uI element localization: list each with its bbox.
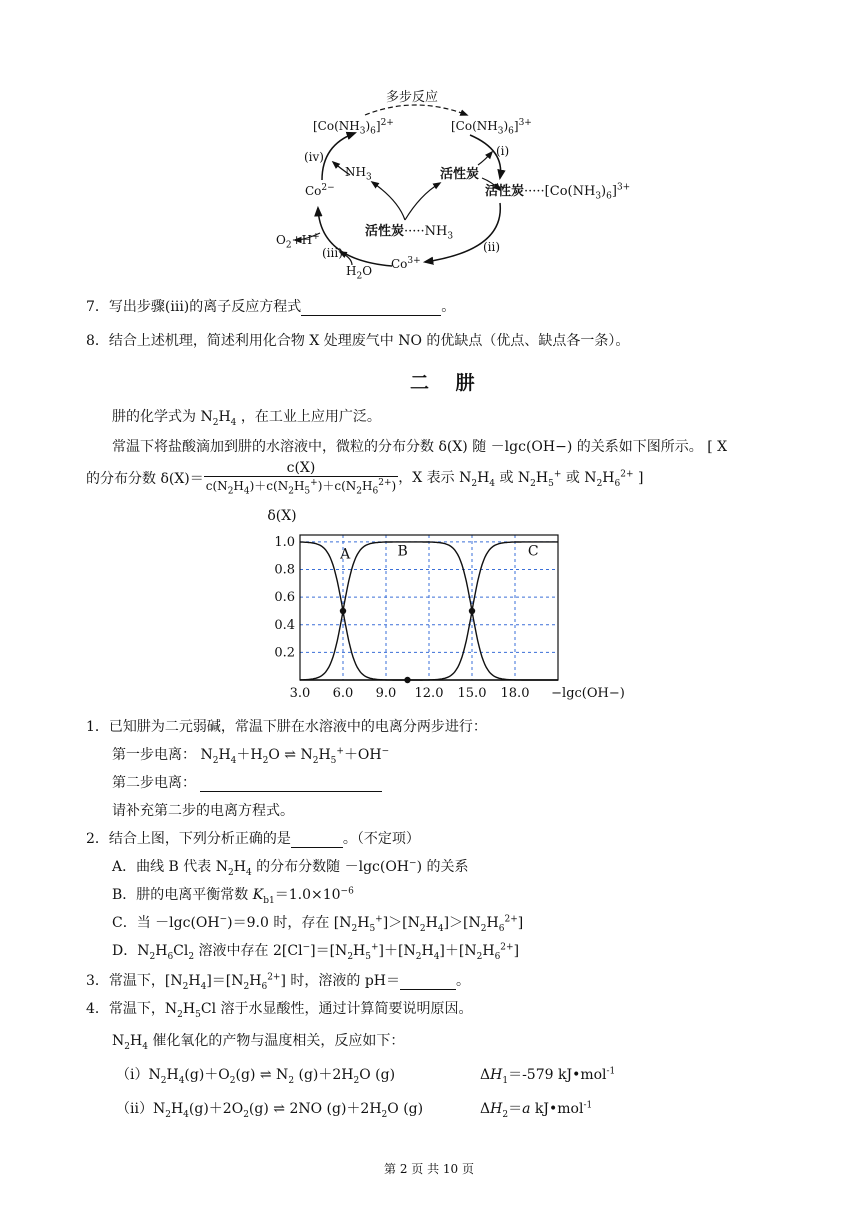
- question-7: 7．写出步骤(iii)的离子反应方程式 。: [86, 299, 456, 315]
- question-1: 1．已知肼为二元弱碱，常温下肼在水溶液中的电离分两步进行：: [86, 719, 487, 735]
- intro-line-1: 肼的化学式为 $N_2H_4$ ，在工业上应用广泛。: [112, 409, 381, 428]
- answer-blank-1[interactable]: [200, 775, 382, 792]
- curve-b: [300, 542, 558, 680]
- o2h-label: $O_2+H^+$: [276, 232, 320, 251]
- option-a[interactable]: A．曲线 B 代表 $N_2H_4$ 的分布分数随 －lgc(OH−) 的关系: [112, 858, 469, 878]
- step-iv-label: (iv): [304, 150, 324, 164]
- fraction-numerator: c(X): [204, 460, 398, 477]
- marked-point: [469, 608, 475, 614]
- y-tick-label: 0.4: [274, 617, 295, 633]
- question-3: 3．常温下，$[N_2H_4]=[N_2H_6^{2+}]$ 时，溶液的 pH＝ 。: [86, 972, 471, 992]
- reaction-1: $(i)N_2H_4(g)+O_2(g)$ ⇌ $N_2$ $(g)+2H_2O$ (g): [116, 1067, 396, 1086]
- co3-label: $Co^{3+}$: [391, 256, 421, 271]
- x-tick-label: 3.0: [289, 686, 311, 701]
- question-1-step2: 第二步电离：: [112, 772, 382, 792]
- y-axis-label: δ(X): [267, 508, 297, 524]
- intro-line-3: 的分布分数 δ(X)＝ $\frac{c(X)}{c(N_2H_4)+c(N_2H_5^+)+c(N_2H_6^{2+})}$ ，X 表示 $N_2H_4$ 或 $N_2H_5^+$ 或 $N_2H_6^{2+}$ ]: [86, 460, 644, 497]
- section-title: 二 肼: [410, 372, 485, 394]
- co-nh3-2-label: $[Co(NH_3)_6]^{2+}$: [313, 118, 394, 137]
- question-4: 4．常温下，$N_2H_5Cl$ 溶于水显酸性，通过计算简要说明原因。: [86, 1001, 473, 1020]
- answer-blank-2[interactable]: [291, 831, 343, 848]
- carbon-nh3-label: 活性炭$\cdot\cdot\cdot\cdot\cdot NH_3$: [365, 224, 454, 242]
- option-c[interactable]: C．当 －lgc(OH−)＝9.0 时，存在 $[N_2H_5^+]>[N_2H_4]>[N_2H_6^{2+}]$: [112, 914, 524, 934]
- option-b[interactable]: B．肼的电离平衡常数 $K_{b1}=1.0\times 10^{-6}$: [112, 886, 354, 906]
- x-tick-label: 15.0: [457, 686, 487, 701]
- option-d[interactable]: D．$N_2H_6Cl_2$ 溶液中存在 $2[Cl^-]=[N_2H_5^+]+[N_2H_4]+[N_2H_6^{2+}]$: [112, 942, 520, 962]
- h2o-label: $H_2O$: [346, 264, 373, 282]
- curve-c: [300, 542, 558, 680]
- step-i-label: (i): [496, 144, 510, 158]
- question-2: 2．结合上图，下列分析正确的是 。（不定项）: [86, 831, 420, 847]
- series-label: B: [397, 543, 408, 560]
- step-iii-label: (iii): [322, 246, 343, 260]
- page-footer: 第 2 页 共 10 页: [384, 1162, 474, 1176]
- answer-blank-3[interactable]: [400, 973, 456, 990]
- to-carbon-arrow: [405, 183, 440, 220]
- catalytic-cycle-diagram: [0, 0, 868, 300]
- answer-blank-7[interactable]: [301, 299, 441, 316]
- nh3-label: $NH_3$: [345, 165, 372, 183]
- carbon-complex-label: 活性炭$\cdot\cdot\cdot\cdot\cdot[Co(NH_3)_6]^{3+}$: [485, 182, 631, 202]
- question-1-step1: 第一步电离： $N_2H_4+H_2O$ ⇌ $N_2H_5^++OH^-$: [112, 746, 390, 766]
- marked-point: [340, 608, 346, 614]
- curve-a: [300, 542, 558, 680]
- x-tick-label: 12.0: [414, 686, 444, 701]
- series-label: C: [527, 543, 539, 560]
- intro-line-2: 常温下将盐酸滴加到肼的水溶液中，微粒的分布分数 δ(X) 随 －lgc(OH−) 的关系如下图所示。 [ X: [112, 439, 728, 455]
- reaction-2: $(ii)N_2H_4(g)+2O_2(g)$ ⇌ 2NO $(g)+2H_2O$ (g): [116, 1101, 424, 1120]
- distribution-chart: [0, 500, 868, 710]
- series-label: A: [340, 546, 351, 563]
- reaction-2-dh: $\Delta H_2=a$ kJ•mol$^{-1}$: [480, 1100, 593, 1120]
- question-1-note: 请补充第二步的电离方程式。: [112, 803, 294, 819]
- step-ii-label: (ii): [483, 240, 501, 254]
- co-nh3-3-label: $[Co(NH_3)_6]^{3+}$: [451, 118, 532, 137]
- reaction-1-dh: $\Delta H_1=-579$ kJ•mol$^{-1}$: [480, 1066, 616, 1086]
- intro-line-4: $N_2H_4$ 催化氧化的产物与温度相关，反应如下：: [112, 1033, 405, 1052]
- x-tick-label: 9.0: [375, 686, 397, 701]
- x-tick-label: 6.0: [332, 686, 354, 701]
- y-tick-label: 1.0: [274, 534, 295, 550]
- fraction-denominator: $c(N_2H_4)+c(N_2H_5^+)+c(N_2H_6^{2+})$: [205, 478, 397, 497]
- x-axis-label: −lgc(OH−): [551, 686, 625, 701]
- co2-label: $Co^{2-}$: [305, 183, 335, 198]
- to-nh3-arrow: [372, 182, 405, 220]
- multi-step-label: 多步反应: [386, 90, 439, 105]
- multi-step-arrow: [365, 105, 467, 115]
- y-tick-label: 0.6: [274, 590, 295, 606]
- y-tick-label: 0.2: [274, 645, 295, 661]
- x-tick-label: 18.0: [500, 686, 530, 701]
- marked-point: [404, 677, 410, 683]
- distribution-fraction: [204, 460, 398, 496]
- activated-carbon-label: 活性炭: [440, 167, 480, 182]
- question-8: 8．结合上述机理，简述利用化合物 X 处理废气中 NO 的优缺点（优点、缺点各一条）。: [86, 333, 630, 349]
- carbon-to-complex-arrow: [478, 152, 492, 165]
- y-tick-label: 0.8: [274, 562, 295, 578]
